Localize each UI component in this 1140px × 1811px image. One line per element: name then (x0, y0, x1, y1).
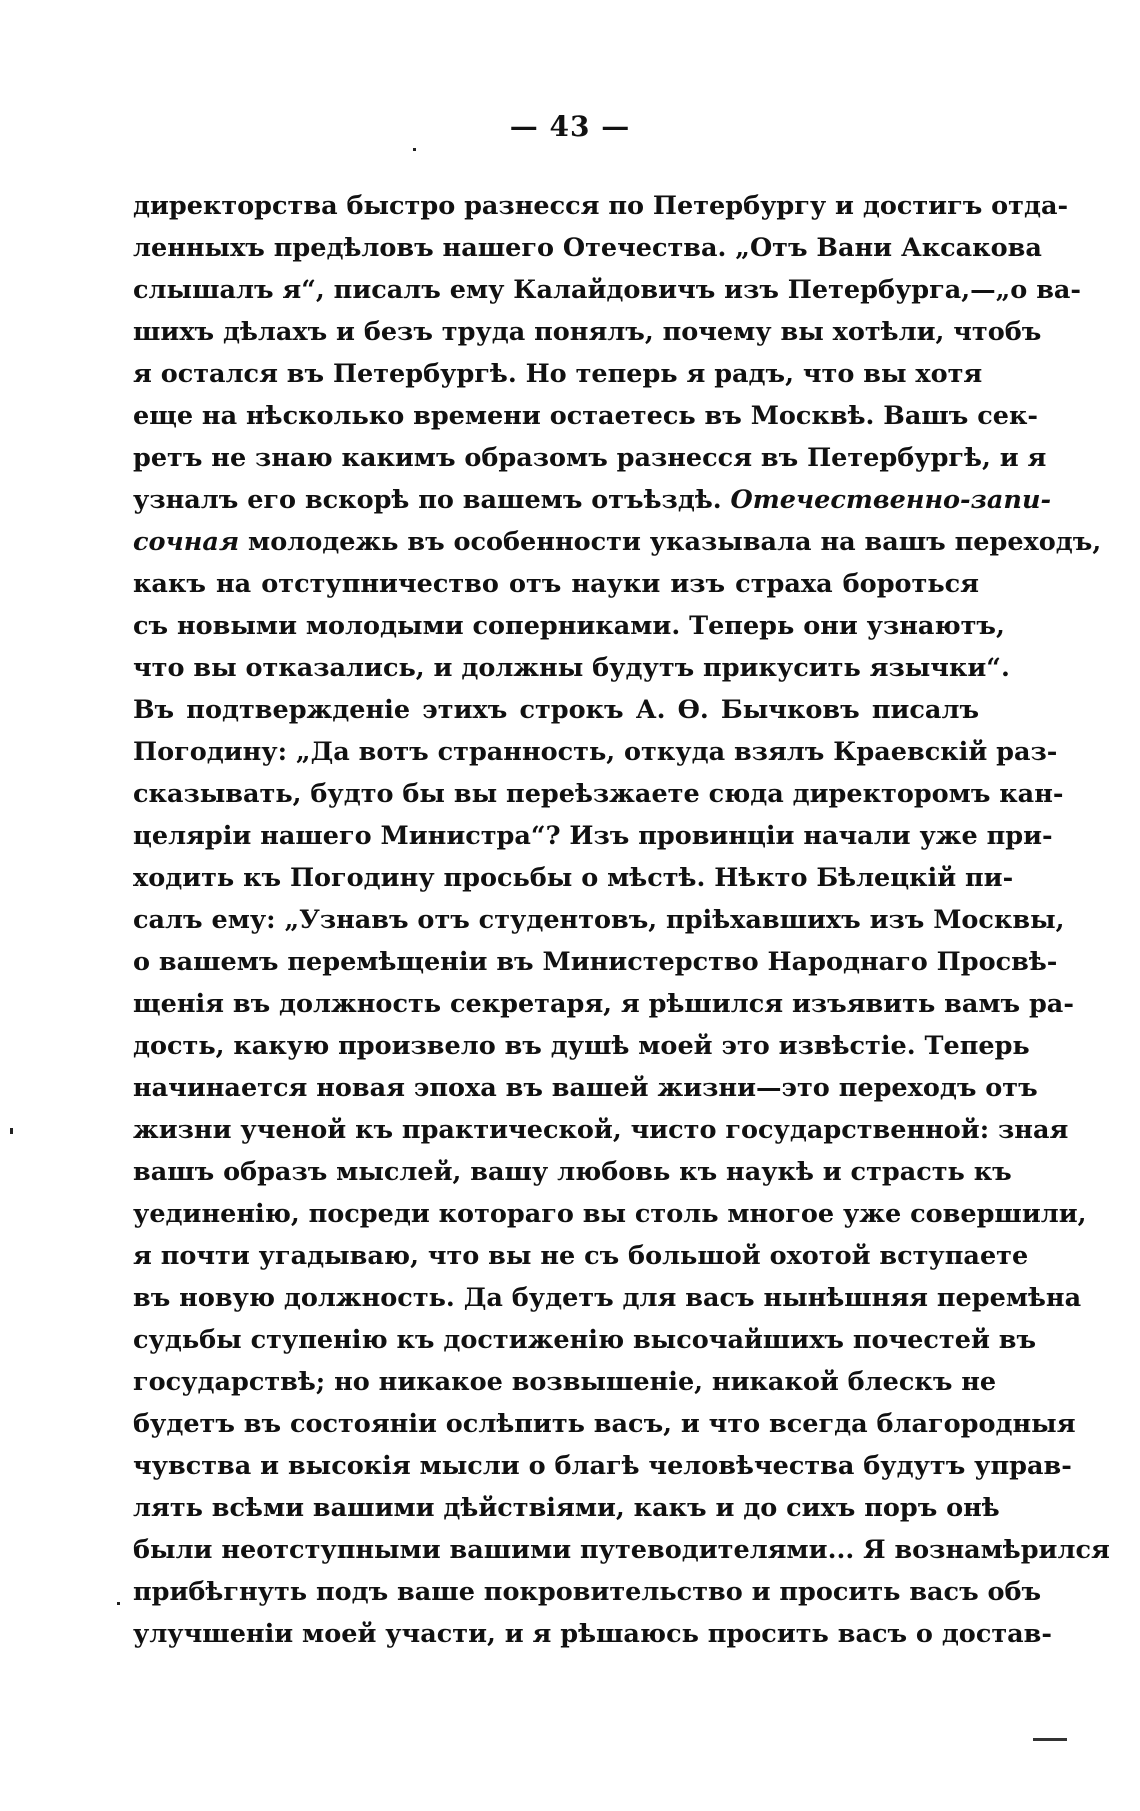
text-line (133, 1277, 1082, 1319)
text-line (133, 227, 1042, 269)
text-line (133, 689, 979, 731)
text-line (133, 1151, 1012, 1193)
italic-phrase: Отечественно-запи- (730, 485, 1052, 515)
text-segment: сказывать, будто бы вы переѣзжаете сюда директоромъ кан- (133, 779, 1064, 809)
text-segment: судьбы ступенію къ достиженію высочайшихъ почестей въ (133, 1325, 1037, 1355)
text-line (133, 1109, 1069, 1151)
text-segment: директорства быстро разнесся по Петербургу и достигъ отда- (133, 191, 1069, 221)
text-segment: начинается новая эпоха въ вашей жизни—это переходъ отъ (133, 1073, 1038, 1103)
text-segment: уединенію, посреди котораго вы столь многое уже совершили, (133, 1199, 1087, 1229)
text-segment: шихъ дѣлахъ и безъ труда понялъ, почему вы хотѣли, чтобъ (133, 317, 1042, 347)
text-segment: Погодину: „Да вотъ странность, откуда взялъ Краевскій раз- (133, 737, 1058, 767)
text-segment: узналъ его вскорѣ по вашемъ отъѣздѣ. (133, 485, 731, 515)
text-segment: ленныхъ предѣловъ нашего Отечества. „Отъ Вани Аксакова (133, 233, 1042, 263)
text-line (133, 563, 979, 605)
text-segment: Въ подтвержденіе этихъ строкъ А. Ѳ. Бычковъ писалъ (133, 695, 979, 725)
text-line (133, 311, 1042, 353)
text-segment: салъ ему: „Узнавъ отъ студентовъ, пріѣхавшихъ изъ Москвы, (133, 905, 1065, 935)
text-segment: целяріи нашего Министра“? Изъ провинціи начали уже при- (133, 821, 1053, 851)
text-segment: ретъ не знаю какимъ образомъ разнесся въ Петербургѣ, и я (133, 443, 1047, 473)
text-segment: съ новыми молодыми соперниками. Теперь они узнаютъ, (133, 611, 1005, 641)
text-segment: какъ на отступничество отъ науки изъ страха бороться (133, 569, 979, 599)
text-line (133, 1361, 997, 1403)
text-segment: слышалъ я“, писалъ ему Калайдовичъ изъ Петербурга,—„о ва- (133, 275, 1082, 305)
text-line (133, 899, 1065, 941)
text-line (133, 1193, 1087, 1235)
text-segment: я почти угадываю, что вы не съ большой охотой вступаете (133, 1241, 1029, 1271)
text-segment: были неотступными вашими путеводителями... Я вознамѣрился (133, 1535, 1110, 1565)
text-segment: улучшеніи моей участи, и я рѣшаюсь просить васъ о достав- (133, 1619, 1052, 1649)
text-line (133, 1487, 1000, 1529)
text-segment: дость, какую произвело въ душѣ моей это извѣстіе. Теперь (133, 1031, 1030, 1061)
text-segment: я остался въ Петербургѣ. Но теперь я радъ, что вы хотя (133, 359, 983, 389)
text-segment: государствѣ; но никакое возвышеніе, никакой блескъ не (133, 1367, 997, 1397)
page-number: — 43 — (509, 110, 631, 143)
text-line (133, 1319, 1037, 1361)
text-line (133, 1403, 1076, 1445)
text-line (133, 815, 1053, 857)
text-line (133, 605, 1005, 647)
text-line (133, 353, 983, 395)
text-segment: прибѣгнуть подъ ваше покровительство и просить васъ объ (133, 1577, 1042, 1607)
text-line (133, 1529, 1110, 1571)
text-segment: будетъ въ состояніи ослѣпить васъ, и что всегда благородныя (133, 1409, 1076, 1439)
text-segment: чувства и высокія мысли о благѣ человѣчества будутъ управ- (133, 1451, 1072, 1481)
text-line (133, 185, 1069, 227)
text-segment: лять всѣми вашими дѣйствіями, какъ и до сихъ поръ онѣ (133, 1493, 1000, 1523)
text-line (133, 269, 1082, 311)
text-segment: о вашемъ перемѣщеніи въ Министерство Народнаго Просвѣ- (133, 947, 1058, 977)
print-speck (413, 148, 416, 151)
text-segment: вашъ образъ мыслей, вашу любовь къ наукѣ и страсть къ (133, 1157, 1012, 1187)
text-segment: ходить къ Погодину просьбы о мѣстѣ. Нѣкто Бѣлецкій пи- (133, 863, 1014, 893)
text-line (133, 941, 1058, 983)
text-line (133, 857, 1014, 899)
text-line (133, 773, 1064, 815)
text-line (133, 983, 1074, 1025)
text-line (133, 1571, 1042, 1613)
body-text (133, 185, 1110, 1655)
text-line (133, 731, 1058, 773)
text-line (133, 395, 1038, 437)
print-speck (10, 1128, 13, 1134)
footer-mark (1033, 1738, 1067, 1741)
text-line (133, 1235, 1029, 1277)
text-segment: еще на нѣсколько времени остаетесь въ Москвѣ. Вашъ сек- (133, 401, 1038, 431)
text-segment: что вы отказались, и должны будутъ прикусить язычки“. (133, 653, 1010, 683)
text-line (133, 1067, 1038, 1109)
text-line (133, 479, 1052, 521)
text-segment: жизни ученой къ практической, чисто государственной: зная (133, 1115, 1069, 1145)
text-segment: щенія въ должность секретаря, я рѣшился изъявить вамъ ра- (133, 989, 1074, 1019)
text-line (133, 437, 1047, 479)
text-segment: въ новую должность. Да будетъ для васъ нынѣшняя перемѣна (133, 1283, 1082, 1313)
text-line (133, 1613, 1052, 1655)
text-line (133, 647, 1010, 689)
text-segment: молодежь въ особенности указывала на вашъ переходъ, (239, 527, 1102, 557)
print-speck (117, 1602, 120, 1605)
italic-phrase: сочная (133, 527, 240, 557)
text-line (133, 1445, 1072, 1487)
text-line (133, 521, 1102, 563)
text-line (133, 1025, 1030, 1067)
